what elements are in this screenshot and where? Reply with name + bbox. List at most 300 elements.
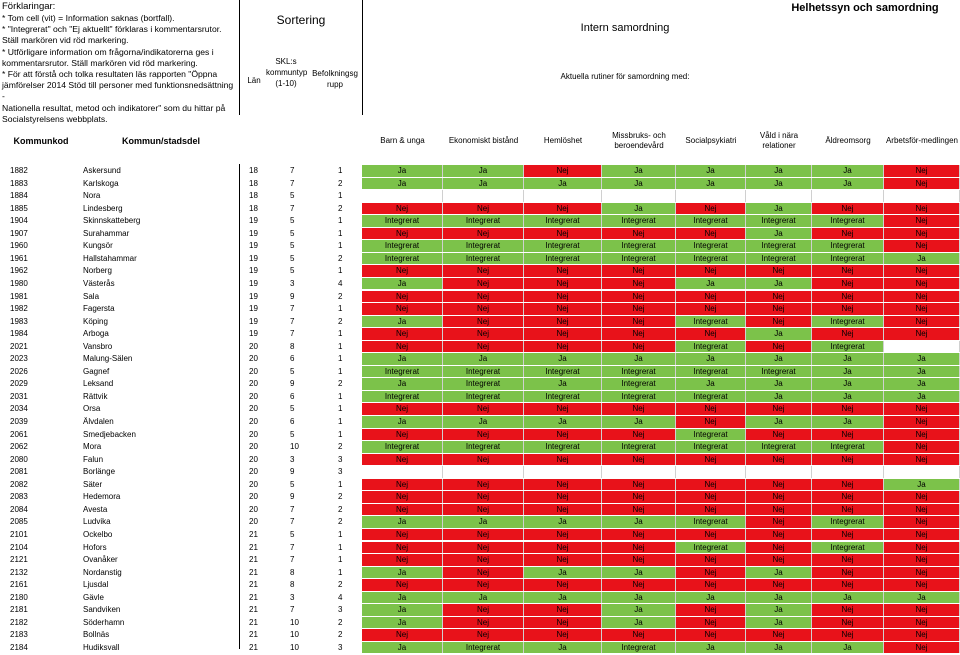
value-cell-socialpsykiatri[interactable]: Integrerat xyxy=(676,429,746,441)
value-cell-aldreomsorg[interactable]: Ja xyxy=(812,353,884,365)
value-cell-ekonomiskt-bistand[interactable]: Nej xyxy=(443,579,524,591)
value-cell-arbetsformedlingen[interactable]: Nej xyxy=(884,303,960,315)
value-cell-barn-unga[interactable]: Nej xyxy=(362,291,443,303)
value-cell-aldreomsorg[interactable]: Ja xyxy=(812,592,884,604)
value-cell-aldreomsorg[interactable]: Ja xyxy=(812,642,884,654)
value-cell-socialpsykiatri[interactable]: Integrerat xyxy=(676,391,746,403)
value-cell-hemloshet[interactable]: Nej xyxy=(524,479,602,491)
value-cell-ekonomiskt-bistand[interactable]: Nej xyxy=(443,316,524,328)
value-cell-arbetsformedlingen[interactable]: Ja xyxy=(884,366,960,378)
value-cell-socialpsykiatri[interactable]: Nej xyxy=(676,303,746,315)
value-cell-arbetsformedlingen[interactable]: Nej xyxy=(884,554,960,566)
value-cell-arbetsformedlingen[interactable] xyxy=(884,190,960,202)
value-cell-socialpsykiatri[interactable]: Nej xyxy=(676,629,746,641)
value-cell-arbetsformedlingen[interactable]: Ja xyxy=(884,353,960,365)
value-cell-aldreomsorg[interactable]: Nej xyxy=(812,491,884,503)
value-cell-vald-nara-relationer[interactable]: Ja xyxy=(746,203,812,215)
value-cell-vald-nara-relationer[interactable]: Nej xyxy=(746,316,812,328)
value-cell-ekonomiskt-bistand[interactable]: Nej xyxy=(443,454,524,466)
value-cell-aldreomsorg[interactable]: Ja xyxy=(812,416,884,428)
value-cell-barn-unga[interactable]: Integrerat xyxy=(362,441,443,453)
value-cell-hemloshet[interactable]: Integrerat xyxy=(524,215,602,227)
value-cell-arbetsformedlingen[interactable]: Nej xyxy=(884,491,960,503)
value-cell-aldreomsorg[interactable]: Integrerat xyxy=(812,215,884,227)
value-cell-arbetsformedlingen[interactable]: Nej xyxy=(884,617,960,629)
value-cell-socialpsykiatri[interactable]: Integrerat xyxy=(676,253,746,265)
value-cell-vald-nara-relationer[interactable]: Ja xyxy=(746,592,812,604)
value-cell-hemloshet[interactable]: Integrerat xyxy=(524,366,602,378)
value-cell-aldreomsorg[interactable]: Ja xyxy=(812,366,884,378)
value-cell-vald-nara-relationer[interactable]: Nej xyxy=(746,265,812,277)
value-cell-ekonomiskt-bistand[interactable]: Ja xyxy=(443,516,524,528)
value-cell-arbetsformedlingen[interactable]: Nej xyxy=(884,240,960,252)
value-cell-missbruk[interactable]: Ja xyxy=(602,516,676,528)
value-cell-arbetsformedlingen[interactable]: Nej xyxy=(884,291,960,303)
value-cell-ekonomiskt-bistand[interactable]: Integrerat xyxy=(443,642,524,654)
value-cell-aldreomsorg[interactable]: Ja xyxy=(812,378,884,390)
value-cell-socialpsykiatri[interactable]: Integrerat xyxy=(676,441,746,453)
value-cell-barn-unga[interactable]: Nej xyxy=(362,504,443,516)
value-cell-socialpsykiatri[interactable]: Ja xyxy=(676,353,746,365)
value-cell-arbetsformedlingen[interactable]: Ja xyxy=(884,378,960,390)
value-cell-barn-unga[interactable] xyxy=(362,466,443,478)
value-cell-vald-nara-relationer[interactable]: Nej xyxy=(746,403,812,415)
value-cell-hemloshet[interactable]: Ja xyxy=(524,592,602,604)
value-cell-aldreomsorg[interactable]: Nej xyxy=(812,629,884,641)
value-cell-vald-nara-relationer[interactable]: Ja xyxy=(746,228,812,240)
value-cell-socialpsykiatri[interactable]: Nej xyxy=(676,554,746,566)
value-cell-arbetsformedlingen[interactable]: Ja xyxy=(884,479,960,491)
value-cell-arbetsformedlingen[interactable] xyxy=(884,341,960,353)
value-cell-hemloshet[interactable]: Integrerat xyxy=(524,441,602,453)
value-cell-arbetsformedlingen[interactable]: Nej xyxy=(884,316,960,328)
value-cell-arbetsformedlingen[interactable]: Ja xyxy=(884,253,960,265)
value-cell-ekonomiskt-bistand[interactable]: Integrerat xyxy=(443,215,524,227)
value-cell-hemloshet[interactable]: Nej xyxy=(524,491,602,503)
value-cell-aldreomsorg[interactable]: Integrerat xyxy=(812,341,884,353)
value-cell-barn-unga[interactable]: Ja xyxy=(362,165,443,177)
value-cell-missbruk[interactable]: Integrerat xyxy=(602,215,676,227)
value-cell-hemloshet[interactable]: Nej xyxy=(524,403,602,415)
value-cell-socialpsykiatri[interactable]: Nej xyxy=(676,403,746,415)
value-cell-vald-nara-relationer[interactable]: Ja xyxy=(746,604,812,616)
value-cell-barn-unga[interactable]: Integrerat xyxy=(362,240,443,252)
value-cell-socialpsykiatri[interactable]: Nej xyxy=(676,567,746,579)
value-cell-arbetsformedlingen[interactable] xyxy=(884,466,960,478)
value-cell-barn-unga[interactable]: Nej xyxy=(362,491,443,503)
value-cell-ekonomiskt-bistand[interactable]: Nej xyxy=(443,278,524,290)
value-cell-arbetsformedlingen[interactable]: Nej xyxy=(884,228,960,240)
value-cell-hemloshet[interactable]: Nej xyxy=(524,165,602,177)
value-cell-barn-unga[interactable]: Ja xyxy=(362,316,443,328)
value-cell-socialpsykiatri[interactable]: Nej xyxy=(676,579,746,591)
value-cell-socialpsykiatri[interactable]: Ja xyxy=(676,278,746,290)
value-cell-arbetsformedlingen[interactable]: Ja xyxy=(884,592,960,604)
value-cell-barn-unga[interactable]: Ja xyxy=(362,642,443,654)
value-cell-hemloshet[interactable]: Nej xyxy=(524,454,602,466)
value-cell-vald-nara-relationer[interactable]: Nej xyxy=(746,504,812,516)
value-cell-ekonomiskt-bistand[interactable]: Nej xyxy=(443,265,524,277)
value-cell-missbruk[interactable]: Integrerat xyxy=(602,240,676,252)
value-cell-socialpsykiatri[interactable]: Nej xyxy=(676,529,746,541)
value-cell-hemloshet[interactable]: Nej xyxy=(524,629,602,641)
value-cell-missbruk[interactable]: Nej xyxy=(602,291,676,303)
value-cell-missbruk[interactable]: Nej xyxy=(602,278,676,290)
value-cell-socialpsykiatri[interactable]: Ja xyxy=(676,592,746,604)
value-cell-barn-unga[interactable]: Nej xyxy=(362,403,443,415)
value-cell-missbruk[interactable]: Ja xyxy=(602,567,676,579)
value-cell-ekonomiskt-bistand[interactable]: Nej xyxy=(443,542,524,554)
value-cell-arbetsformedlingen[interactable]: Nej xyxy=(884,265,960,277)
value-cell-aldreomsorg[interactable]: Nej xyxy=(812,579,884,591)
value-cell-aldreomsorg[interactable]: Integrerat xyxy=(812,441,884,453)
value-cell-aldreomsorg[interactable]: Nej xyxy=(812,278,884,290)
value-cell-vald-nara-relationer[interactable]: Nej xyxy=(746,629,812,641)
value-cell-missbruk[interactable] xyxy=(602,190,676,202)
value-cell-missbruk[interactable]: Ja xyxy=(602,617,676,629)
value-cell-ekonomiskt-bistand[interactable]: Nej xyxy=(443,504,524,516)
value-cell-vald-nara-relationer[interactable]: Integrerat xyxy=(746,441,812,453)
value-cell-arbetsformedlingen[interactable]: Nej xyxy=(884,278,960,290)
value-cell-barn-unga[interactable]: Integrerat xyxy=(362,215,443,227)
value-cell-missbruk[interactable]: Nej xyxy=(602,341,676,353)
value-cell-arbetsformedlingen[interactable]: Nej xyxy=(884,529,960,541)
value-cell-missbruk[interactable]: Nej xyxy=(602,491,676,503)
value-cell-arbetsformedlingen[interactable]: Nej xyxy=(884,178,960,190)
value-cell-hemloshet[interactable]: Ja xyxy=(524,416,602,428)
value-cell-arbetsformedlingen[interactable]: Nej xyxy=(884,642,960,654)
value-cell-arbetsformedlingen[interactable]: Nej xyxy=(884,454,960,466)
value-cell-vald-nara-relationer[interactable]: Ja xyxy=(746,353,812,365)
value-cell-vald-nara-relationer[interactable]: Nej xyxy=(746,479,812,491)
value-cell-hemloshet[interactable]: Integrerat xyxy=(524,240,602,252)
value-cell-missbruk[interactable]: Ja xyxy=(602,604,676,616)
value-cell-hemloshet[interactable]: Ja xyxy=(524,353,602,365)
value-cell-vald-nara-relationer[interactable]: Ja xyxy=(746,642,812,654)
value-cell-arbetsformedlingen[interactable]: Nej xyxy=(884,504,960,516)
value-cell-hemloshet[interactable]: Nej xyxy=(524,328,602,340)
value-cell-missbruk[interactable]: Nej xyxy=(602,316,676,328)
value-cell-barn-unga[interactable]: Nej xyxy=(362,265,443,277)
value-cell-aldreomsorg[interactable]: Nej xyxy=(812,504,884,516)
value-cell-socialpsykiatri[interactable]: Nej xyxy=(676,291,746,303)
value-cell-hemloshet[interactable] xyxy=(524,190,602,202)
value-cell-missbruk[interactable]: Nej xyxy=(602,454,676,466)
value-cell-arbetsformedlingen[interactable]: Nej xyxy=(884,165,960,177)
value-cell-hemloshet[interactable]: Nej xyxy=(524,579,602,591)
value-cell-missbruk[interactable]: Ja xyxy=(602,592,676,604)
value-cell-arbetsformedlingen[interactable]: Nej xyxy=(884,328,960,340)
value-cell-missbruk[interactable]: Ja xyxy=(602,178,676,190)
value-cell-ekonomiskt-bistand[interactable] xyxy=(443,466,524,478)
value-cell-missbruk[interactable]: Integrerat xyxy=(602,441,676,453)
value-cell-arbetsformedlingen[interactable]: Nej xyxy=(884,215,960,227)
value-cell-aldreomsorg[interactable]: Nej xyxy=(812,554,884,566)
value-cell-aldreomsorg[interactable]: Nej xyxy=(812,454,884,466)
value-cell-barn-unga[interactable]: Ja xyxy=(362,604,443,616)
value-cell-aldreomsorg[interactable]: Nej xyxy=(812,303,884,315)
value-cell-hemloshet[interactable]: Ja xyxy=(524,378,602,390)
value-cell-vald-nara-relationer[interactable]: Nej xyxy=(746,341,812,353)
value-cell-ekonomiskt-bistand[interactable]: Integrerat xyxy=(443,240,524,252)
value-cell-barn-unga[interactable]: Nej xyxy=(362,542,443,554)
value-cell-socialpsykiatri[interactable]: Nej xyxy=(676,604,746,616)
value-cell-socialpsykiatri[interactable]: Integrerat xyxy=(676,215,746,227)
value-cell-aldreomsorg[interactable]: Nej xyxy=(812,479,884,491)
value-cell-ekonomiskt-bistand[interactable] xyxy=(443,190,524,202)
value-cell-vald-nara-relationer[interactable]: Integrerat xyxy=(746,215,812,227)
value-cell-aldreomsorg[interactable]: Ja xyxy=(812,165,884,177)
value-cell-ekonomiskt-bistand[interactable]: Ja xyxy=(443,165,524,177)
value-cell-socialpsykiatri[interactable]: Ja xyxy=(676,642,746,654)
value-cell-missbruk[interactable]: Nej xyxy=(602,554,676,566)
value-cell-barn-unga[interactable]: Ja xyxy=(362,516,443,528)
value-cell-vald-nara-relationer[interactable]: Nej xyxy=(746,429,812,441)
value-cell-vald-nara-relationer[interactable]: Ja xyxy=(746,178,812,190)
value-cell-arbetsformedlingen[interactable]: Nej xyxy=(884,629,960,641)
value-cell-ekonomiskt-bistand[interactable]: Nej xyxy=(443,554,524,566)
value-cell-aldreomsorg[interactable]: Integrerat xyxy=(812,240,884,252)
value-cell-barn-unga[interactable]: Ja xyxy=(362,178,443,190)
value-cell-vald-nara-relationer[interactable]: Ja xyxy=(746,378,812,390)
value-cell-vald-nara-relationer[interactable]: Ja xyxy=(746,567,812,579)
value-cell-missbruk[interactable] xyxy=(602,466,676,478)
value-cell-vald-nara-relationer[interactable]: Nej xyxy=(746,303,812,315)
value-cell-arbetsformedlingen[interactable]: Nej xyxy=(884,516,960,528)
value-cell-missbruk[interactable]: Nej xyxy=(602,403,676,415)
value-cell-aldreomsorg[interactable]: Ja xyxy=(812,178,884,190)
value-cell-barn-unga[interactable]: Nej xyxy=(362,203,443,215)
value-cell-arbetsformedlingen[interactable]: Ja xyxy=(884,391,960,403)
value-cell-hemloshet[interactable]: Ja xyxy=(524,642,602,654)
value-cell-hemloshet[interactable]: Nej xyxy=(524,429,602,441)
value-cell-socialpsykiatri[interactable] xyxy=(676,190,746,202)
value-cell-missbruk[interactable]: Integrerat xyxy=(602,378,676,390)
value-cell-aldreomsorg[interactable]: Nej xyxy=(812,604,884,616)
value-cell-ekonomiskt-bistand[interactable]: Nej xyxy=(443,529,524,541)
value-cell-barn-unga[interactable]: Ja xyxy=(362,378,443,390)
value-cell-ekonomiskt-bistand[interactable]: Nej xyxy=(443,479,524,491)
value-cell-socialpsykiatri[interactable]: Integrerat xyxy=(676,366,746,378)
value-cell-socialpsykiatri[interactable] xyxy=(676,466,746,478)
value-cell-aldreomsorg[interactable]: Integrerat xyxy=(812,516,884,528)
value-cell-socialpsykiatri[interactable]: Nej xyxy=(676,228,746,240)
value-cell-barn-unga[interactable]: Nej xyxy=(362,579,443,591)
value-cell-missbruk[interactable]: Integrerat xyxy=(602,253,676,265)
value-cell-barn-unga[interactable]: Ja xyxy=(362,617,443,629)
value-cell-barn-unga[interactable]: Nej xyxy=(362,554,443,566)
value-cell-ekonomiskt-bistand[interactable]: Nej xyxy=(443,228,524,240)
value-cell-vald-nara-relationer[interactable]: Nej xyxy=(746,529,812,541)
value-cell-ekonomiskt-bistand[interactable]: Nej xyxy=(443,629,524,641)
value-cell-hemloshet[interactable]: Ja xyxy=(524,567,602,579)
value-cell-aldreomsorg[interactable]: Nej xyxy=(812,567,884,579)
value-cell-vald-nara-relationer[interactable]: Nej xyxy=(746,454,812,466)
value-cell-ekonomiskt-bistand[interactable]: Integrerat xyxy=(443,366,524,378)
value-cell-missbruk[interactable]: Ja xyxy=(602,416,676,428)
value-cell-socialpsykiatri[interactable]: Nej xyxy=(676,203,746,215)
value-cell-missbruk[interactable]: Ja xyxy=(602,353,676,365)
value-cell-vald-nara-relationer[interactable]: Nej xyxy=(746,291,812,303)
value-cell-ekonomiskt-bistand[interactable]: Integrerat xyxy=(443,378,524,390)
value-cell-barn-unga[interactable]: Nej xyxy=(362,303,443,315)
value-cell-arbetsformedlingen[interactable]: Nej xyxy=(884,403,960,415)
value-cell-missbruk[interactable]: Integrerat xyxy=(602,391,676,403)
value-cell-missbruk[interactable]: Nej xyxy=(602,542,676,554)
value-cell-vald-nara-relationer[interactable]: Ja xyxy=(746,278,812,290)
value-cell-aldreomsorg[interactable]: Nej xyxy=(812,529,884,541)
value-cell-vald-nara-relationer[interactable]: Nej xyxy=(746,554,812,566)
value-cell-ekonomiskt-bistand[interactable]: Nej xyxy=(443,429,524,441)
value-cell-socialpsykiatri[interactable]: Ja xyxy=(676,165,746,177)
value-cell-aldreomsorg[interactable]: Nej xyxy=(812,617,884,629)
value-cell-aldreomsorg[interactable] xyxy=(812,466,884,478)
value-cell-ekonomiskt-bistand[interactable]: Nej xyxy=(443,341,524,353)
value-cell-aldreomsorg[interactable]: Integrerat xyxy=(812,253,884,265)
value-cell-ekonomiskt-bistand[interactable]: Integrerat xyxy=(443,253,524,265)
value-cell-aldreomsorg[interactable]: Nej xyxy=(812,228,884,240)
value-cell-arbetsformedlingen[interactable]: Nej xyxy=(884,604,960,616)
value-cell-hemloshet[interactable]: Nej xyxy=(524,604,602,616)
value-cell-socialpsykiatri[interactable]: Nej xyxy=(676,479,746,491)
value-cell-vald-nara-relationer[interactable]: Integrerat xyxy=(746,253,812,265)
value-cell-barn-unga[interactable]: Ja xyxy=(362,416,443,428)
value-cell-vald-nara-relationer[interactable]: Nej xyxy=(746,491,812,503)
value-cell-hemloshet[interactable]: Nej xyxy=(524,291,602,303)
value-cell-hemloshet[interactable]: Ja xyxy=(524,516,602,528)
value-cell-socialpsykiatri[interactable]: Integrerat xyxy=(676,240,746,252)
value-cell-vald-nara-relationer[interactable]: Ja xyxy=(746,165,812,177)
value-cell-barn-unga[interactable]: Ja xyxy=(362,567,443,579)
value-cell-arbetsformedlingen[interactable]: Nej xyxy=(884,429,960,441)
value-cell-arbetsformedlingen[interactable]: Nej xyxy=(884,441,960,453)
value-cell-arbetsformedlingen[interactable]: Nej xyxy=(884,579,960,591)
value-cell-barn-unga[interactable]: Nej xyxy=(362,228,443,240)
value-cell-barn-unga[interactable]: Integrerat xyxy=(362,366,443,378)
value-cell-ekonomiskt-bistand[interactable]: Integrerat xyxy=(443,391,524,403)
value-cell-ekonomiskt-bistand[interactable]: Nej xyxy=(443,604,524,616)
value-cell-missbruk[interactable]: Nej xyxy=(602,479,676,491)
value-cell-socialpsykiatri[interactable]: Nej xyxy=(676,504,746,516)
value-cell-aldreomsorg[interactable]: Ja xyxy=(812,391,884,403)
value-cell-socialpsykiatri[interactable]: Integrerat xyxy=(676,516,746,528)
value-cell-missbruk[interactable]: Nej xyxy=(602,429,676,441)
value-cell-socialpsykiatri[interactable]: Nej xyxy=(676,454,746,466)
value-cell-aldreomsorg[interactable]: Nej xyxy=(812,291,884,303)
value-cell-hemloshet[interactable] xyxy=(524,466,602,478)
value-cell-hemloshet[interactable]: Nej xyxy=(524,203,602,215)
value-cell-barn-unga[interactable]: Integrerat xyxy=(362,253,443,265)
value-cell-barn-unga[interactable]: Nej xyxy=(362,529,443,541)
value-cell-barn-unga[interactable]: Nej xyxy=(362,341,443,353)
value-cell-ekonomiskt-bistand[interactable]: Ja xyxy=(443,353,524,365)
value-cell-missbruk[interactable]: Integrerat xyxy=(602,642,676,654)
value-cell-hemloshet[interactable]: Nej xyxy=(524,316,602,328)
value-cell-hemloshet[interactable]: Nej xyxy=(524,529,602,541)
value-cell-hemloshet[interactable]: Nej xyxy=(524,554,602,566)
value-cell-hemloshet[interactable]: Ja xyxy=(524,178,602,190)
value-cell-ekonomiskt-bistand[interactable]: Nej xyxy=(443,403,524,415)
value-cell-hemloshet[interactable]: Nej xyxy=(524,542,602,554)
value-cell-missbruk[interactable]: Integrerat xyxy=(602,366,676,378)
value-cell-ekonomiskt-bistand[interactable]: Ja xyxy=(443,592,524,604)
value-cell-aldreomsorg[interactable] xyxy=(812,190,884,202)
value-cell-hemloshet[interactable]: Nej xyxy=(524,341,602,353)
value-cell-ekonomiskt-bistand[interactable]: Integrerat xyxy=(443,441,524,453)
value-cell-missbruk[interactable]: Nej xyxy=(602,265,676,277)
value-cell-socialpsykiatri[interactable]: Integrerat xyxy=(676,542,746,554)
value-cell-hemloshet[interactable]: Integrerat xyxy=(524,253,602,265)
value-cell-vald-nara-relationer[interactable]: Nej xyxy=(746,542,812,554)
value-cell-ekonomiskt-bistand[interactable]: Nej xyxy=(443,491,524,503)
value-cell-missbruk[interactable]: Nej xyxy=(602,228,676,240)
value-cell-aldreomsorg[interactable]: Nej xyxy=(812,429,884,441)
value-cell-missbruk[interactable]: Ja xyxy=(602,165,676,177)
value-cell-hemloshet[interactable]: Nej xyxy=(524,303,602,315)
value-cell-barn-unga[interactable]: Nej xyxy=(362,454,443,466)
value-cell-hemloshet[interactable]: Nej xyxy=(524,265,602,277)
value-cell-socialpsykiatri[interactable]: Integrerat xyxy=(676,341,746,353)
value-cell-vald-nara-relationer[interactable]: Ja xyxy=(746,391,812,403)
value-cell-vald-nara-relationer[interactable]: Nej xyxy=(746,579,812,591)
value-cell-aldreomsorg[interactable]: Nej xyxy=(812,265,884,277)
value-cell-ekonomiskt-bistand[interactable]: Nej xyxy=(443,291,524,303)
value-cell-missbruk[interactable]: Ja xyxy=(602,203,676,215)
value-cell-barn-unga[interactable]: Nej xyxy=(362,328,443,340)
value-cell-vald-nara-relationer[interactable]: Ja xyxy=(746,328,812,340)
value-cell-aldreomsorg[interactable]: Nej xyxy=(812,328,884,340)
value-cell-vald-nara-relationer[interactable]: Nej xyxy=(746,516,812,528)
value-cell-missbruk[interactable]: Nej xyxy=(602,529,676,541)
value-cell-socialpsykiatri[interactable]: Nej xyxy=(676,265,746,277)
value-cell-ekonomiskt-bistand[interactable]: Nej xyxy=(443,617,524,629)
value-cell-socialpsykiatri[interactable]: Nej xyxy=(676,617,746,629)
value-cell-barn-unga[interactable]: Nej xyxy=(362,479,443,491)
value-cell-ekonomiskt-bistand[interactable]: Nej xyxy=(443,328,524,340)
value-cell-vald-nara-relationer[interactable]: Integrerat xyxy=(746,366,812,378)
value-cell-vald-nara-relationer[interactable] xyxy=(746,466,812,478)
value-cell-ekonomiskt-bistand[interactable]: Ja xyxy=(443,178,524,190)
value-cell-missbruk[interactable]: Nej xyxy=(602,328,676,340)
value-cell-barn-unga[interactable]: Integrerat xyxy=(362,391,443,403)
value-cell-missbruk[interactable]: Nej xyxy=(602,629,676,641)
value-cell-ekonomiskt-bistand[interactable]: Ja xyxy=(443,416,524,428)
value-cell-barn-unga[interactable] xyxy=(362,190,443,202)
value-cell-socialpsykiatri[interactable]: Integrerat xyxy=(676,316,746,328)
value-cell-socialpsykiatri[interactable]: Nej xyxy=(676,328,746,340)
value-cell-vald-nara-relationer[interactable]: Ja xyxy=(746,617,812,629)
value-cell-ekonomiskt-bistand[interactable]: Nej xyxy=(443,567,524,579)
value-cell-aldreomsorg[interactable]: Nej xyxy=(812,403,884,415)
value-cell-aldreomsorg[interactable]: Nej xyxy=(812,203,884,215)
value-cell-ekonomiskt-bistand[interactable]: Nej xyxy=(443,203,524,215)
value-cell-socialpsykiatri[interactable]: Ja xyxy=(676,378,746,390)
value-cell-hemloshet[interactable]: Nej xyxy=(524,278,602,290)
value-cell-barn-unga[interactable]: Nej xyxy=(362,429,443,441)
value-cell-hemloshet[interactable]: Nej xyxy=(524,504,602,516)
value-cell-hemloshet[interactable]: Integrerat xyxy=(524,391,602,403)
value-cell-socialpsykiatri[interactable]: Ja xyxy=(676,178,746,190)
value-cell-missbruk[interactable]: Nej xyxy=(602,303,676,315)
value-cell-barn-unga[interactable]: Nej xyxy=(362,629,443,641)
value-cell-vald-nara-relationer[interactable]: Ja xyxy=(746,416,812,428)
value-cell-missbruk[interactable]: Nej xyxy=(602,579,676,591)
value-cell-ekonomiskt-bistand[interactable]: Nej xyxy=(443,303,524,315)
value-cell-aldreomsorg[interactable]: Integrerat xyxy=(812,316,884,328)
value-cell-socialpsykiatri[interactable]: Nej xyxy=(676,491,746,503)
value-cell-arbetsformedlingen[interactable]: Nej xyxy=(884,203,960,215)
value-cell-vald-nara-relationer[interactable] xyxy=(746,190,812,202)
